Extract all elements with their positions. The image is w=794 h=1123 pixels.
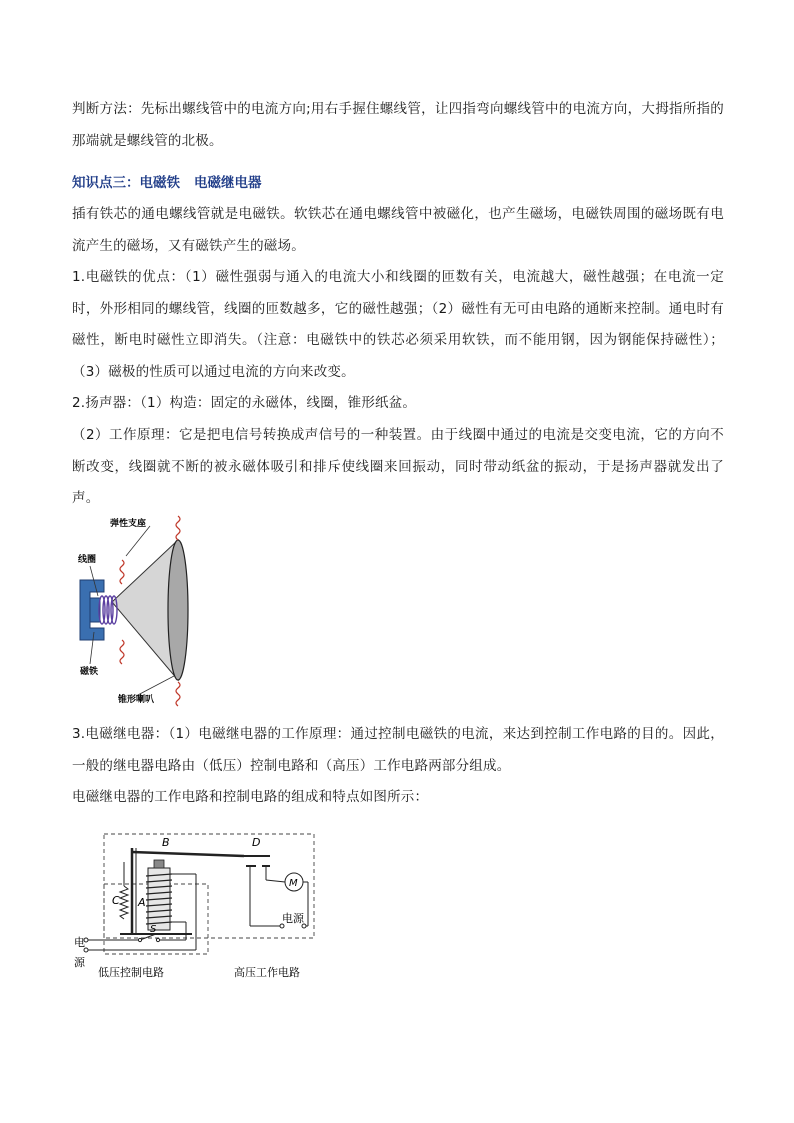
label-S: S bbox=[150, 924, 157, 935]
label-coil: 线圈 bbox=[78, 555, 97, 565]
spring-mag-top-icon bbox=[120, 560, 124, 584]
judge-method-paragraph: 判断方法：先标出螺线管中的电流方向;用右手握住螺线管，让四指弯向螺线管中的电流方向，大拇指所指的那端就是螺线管的北极。 bbox=[72, 101, 724, 149]
item1-paragraph: 1.电磁铁的优点：（1）磁性强弱与通入的电流大小和线圈的匝数有关，电流越大，磁性越强；在电流一定时，外形相同的螺线管，线圈的匝数越多，它的磁性越强；（2）磁性有无可由电路的通断来控制。通电时有磁性，断电时磁性立即消失。（注意：电磁铁中的铁芯必须采用软铁，而不能用钢，因为钢能保持磁性）；（3）磁极的性质可以通过电流的方向来改变。 bbox=[72, 269, 724, 380]
spring-bottom-icon bbox=[176, 682, 180, 706]
label-power-left-1: 电 bbox=[74, 936, 85, 949]
heading-part2: 电磁继电器 bbox=[194, 175, 262, 191]
label-magnet: 磁铁 bbox=[80, 667, 99, 677]
label-C: C bbox=[112, 894, 120, 907]
speaker-rim bbox=[168, 540, 188, 680]
heading-part1: 知识点三：电磁铁 bbox=[72, 175, 180, 191]
label-A: A bbox=[138, 896, 146, 909]
label-horn: 锥形喇叭 bbox=[118, 695, 155, 705]
label-B: B bbox=[162, 836, 170, 849]
spring-top-icon bbox=[176, 516, 180, 540]
label-D: D bbox=[252, 836, 261, 849]
item3-paragraph: 3.电磁继电器：（1）电磁继电器的工作原理：通过控制电磁铁的电流，来达到控制工作电路的目的。因此，一般的继电器电路由（低压）控制电路和（高压）工作电路两部分组成。 bbox=[72, 726, 724, 774]
item3b-paragraph: 电磁继电器的工作电路和控制电路的组成和特点如图所示： bbox=[72, 789, 429, 805]
armature-B bbox=[132, 852, 244, 856]
label-support: 弹性支座 bbox=[110, 519, 147, 529]
section-heading bbox=[72, 171, 276, 191]
spring-mag-bottom-icon bbox=[120, 640, 124, 664]
intro-paragraph: 插有铁芯的通电螺线管就是电磁铁。软铁芯在通电螺线管中被磁化，也产生磁场，电磁铁周围的磁场既有电流产生的磁场，又有磁铁产生的磁场。 bbox=[72, 206, 724, 254]
spring-C-icon bbox=[120, 886, 128, 919]
label-low-circuit: 低压控制电路 bbox=[98, 966, 164, 979]
label-power-right: 电源 bbox=[282, 912, 304, 925]
speaker-figure bbox=[74, 512, 214, 710]
item2b-paragraph: （2）工作原理：它是把电信号转换成声信号的一种装置。由于线圈中通过的电流是交变电流，它的方向不断改变，线圈就不断的被永磁体吸引和排斥使线圈来回振动，同时带动纸盆的振动，于是扬声器就发出了声。 bbox=[72, 427, 724, 506]
label-M: M bbox=[289, 878, 298, 889]
item2-paragraph: 2.扬声器：（1）构造：固定的永磁体，线圈，锥形纸盆。 bbox=[72, 395, 417, 411]
label-high-circuit: 高压工作电路 bbox=[234, 966, 300, 979]
relay-diagram bbox=[74, 826, 324, 986]
label-power-left-2: 源 bbox=[74, 956, 85, 969]
